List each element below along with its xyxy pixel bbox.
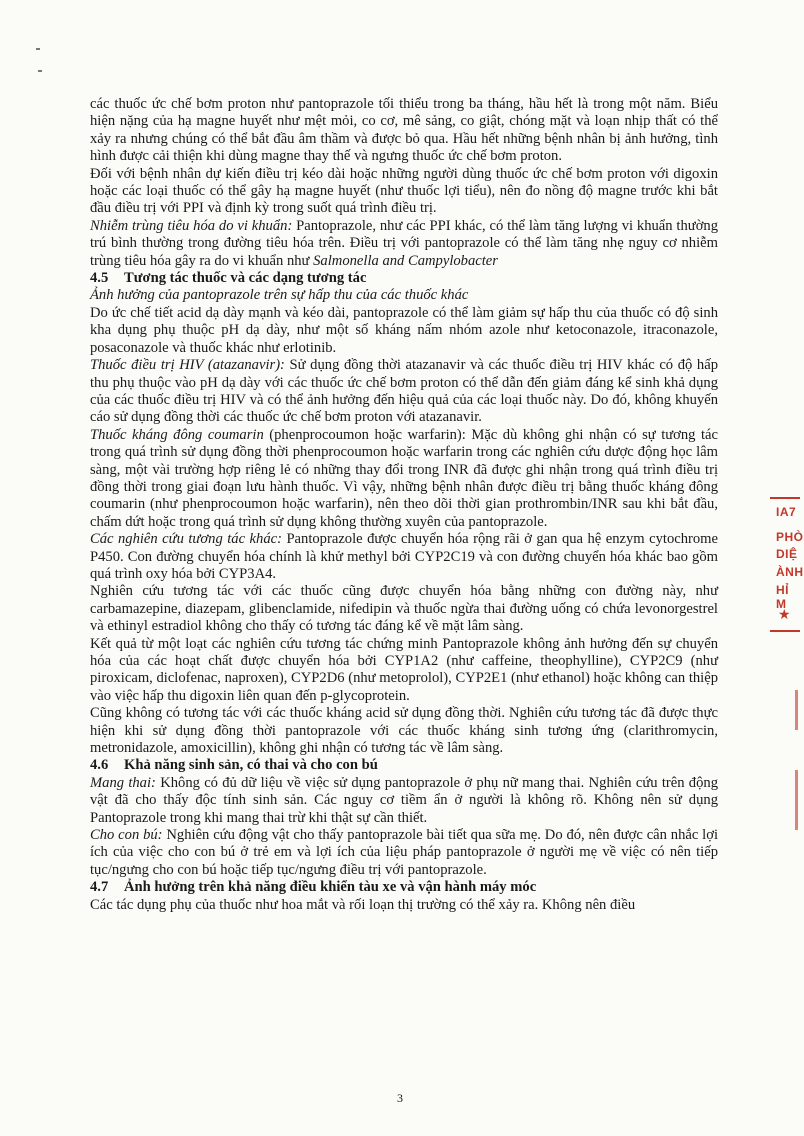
paragraph-lead: Cho con bú: — [90, 827, 163, 844]
paragraph — [90, 357, 718, 427]
paragraph-text: (phenprocoumon hoặc warfarin): Mặc dù không ghi nhận có sự tương tác trong quá trình sử dụng đồng thời phenprocoumon hoặc warfarin trong các nghiên cứu dược động học lâm sàng, một vài trường hợp riêng lẻ có những thay đổi trong INR đã được ghi nhận trong quá trình điều trị đồng thời trong giai đoạn lưu hành thuốc. Vì vậy, những bệnh nhân được điều trị bằng thuốc kháng đông coumarin (như phenprocoumon hoặc warfarin), nên theo dõi thời gian prothrombin/INR sau khi bắt đầu, chấm dứt hoặc trong quá trình sử dụng không thường xuyên của pantoprazole. — [90, 426, 718, 530]
paragraph — [90, 427, 718, 531]
section-title: Khả năng sinh sản, có thai và cho con bú — [124, 757, 378, 774]
scan-edge-mark-2 — [38, 70, 42, 72]
section-number: 4.6 — [90, 757, 109, 774]
stamp-text-4: ÀNH — [776, 565, 804, 579]
stamp-text-1: IA7 — [776, 505, 797, 519]
paragraph: Kết quả từ một loạt các nghiên cứu tương tác chứng minh Pantoprazole không ảnh hưởng đến sự chuyển hóa của các hoạt chất được chuyển hóa bởi CYP1A2 (như caffeine, theophylline), CYP2C9 (như piroxicam, diclofenac, naproxen), CYP2D6 (như metoprolol), CYP2E1 (như ethanol) hoặc không can thiệp vào việc hấp thu digoxin liên quan đến p-glycoprotein. — [90, 635, 718, 704]
stamp-text-5: HỈ M — [776, 583, 789, 611]
stamp-border-bottom — [770, 630, 800, 632]
subsection-heading: Ảnh hưởng của pantoprazole trên sự hấp thu của các thuốc khác — [90, 287, 469, 304]
red-edge-mark-2 — [795, 770, 798, 830]
paragraph: các thuốc ức chế bơm proton như pantoprazole tối thiểu trong ba tháng, hầu hết là trong một năm. Biểu hiện nặng của hạ magne huyết như mệt mỏi, co cơ, mê sảng, co giật, chóng mặt và loạn nhịp thất có thể xảy ra nhưng chúng có thể bắt đầu âm thầm và được bỏ qua. Hầu hết những bệnh nhân bị ảnh hưởng, tình hình được cải thiện khi dùng magne thay thế và ngưng thuốc ức chế bơm proton. — [90, 96, 718, 165]
section-number: 4.7 — [90, 879, 109, 896]
paragraph — [90, 827, 718, 879]
paragraph-lead: Các nghiên cứu tương tác khác: — [90, 531, 282, 548]
paragraph-lead: Thuốc kháng đông coumarin — [90, 426, 264, 443]
paragraph-text: Sử dụng đồng thời atazanavir và các thuốc điều trị HIV khác có độ hấp thu phụ thuộc vào pH dạ dày với các thuốc ức chế bơm proton có thể dẫn đến giảm đáng kể sinh khả dụng của các thuốc điều trị HIV và có thể ảnh hưởng đến hiệu quả của các loại thuốc này. Do đó, không khuyến cáo sử dụng đồng thời các thuốc ức chế bơm proton với atazanavir. — [90, 357, 718, 426]
paragraph: Cũng không có tương tác với các thuốc kháng acid sử dụng đồng thời. Nghiên cứu tương tác đã được thực hiện khi sử dụng đồng thời pantoprazole với các thuốc kháng sinh tương ứng (clarithromycin, metronidazole, amoxicillin), không ghi nhận có tương tác về lâm sàng. — [90, 705, 718, 757]
paragraph — [90, 218, 718, 270]
paragraph-text: Pantoprazole, như các PPI khác, có thể làm tăng lượng vi khuẩn thường trú bình thường trong đường tiêu hóa trên. Điều trị với pantoprazole có thể làm tăng nhẹ nguy cơ nhiễm trùng tiêu hóa gây ra do vi khuẩn như — [90, 217, 719, 269]
paragraph: Nghiên cứu tương tác với các thuốc cũng được chuyển hóa bằng những con đường này, như carbamazepine, diazepam, glibenclamide, nifedipin và thuốc ngừa thai đường uống có chứa levonorgestrel và ethinyl estradiol không cho thấy có tương tác đáng kể về mặt lâm sàng. — [90, 583, 718, 635]
section-number: 4.5 — [90, 270, 109, 287]
paragraph-lead: Mang thai: — [90, 774, 156, 791]
paragraph-text: Nghiên cứu động vật cho thấy pantoprazole bài tiết qua sữa mẹ. Do đó, nên được cân nhắc lợi ích của việc cho con bú ở trẻ em và lợi ích của liệu pháp pantoprazole ở người mẹ về việc có nên tiếp tục/ngưng cho con bú hoặc tiếp tục/ngưng điều trị với pantoprazole. — [90, 827, 718, 878]
stamp-text-3: DIỆ — [776, 547, 798, 561]
section-heading — [90, 879, 718, 896]
paragraph-text: Không có đủ dữ liệu về việc sử dụng pantoprazole ở phụ nữ mang thai. Nghiên cứu trên động vật đã cho thấy độc tính sinh sản. Các nguy cơ tiềm ẩn ở người là không rõ. Không nên sử dụng Pantoprazole trong khi mang thai trừ khi thật sự cần thiết. — [90, 774, 718, 826]
document-body — [90, 96, 718, 914]
paragraph-text: Pantoprazole được chuyển hóa rộng rãi ở gan qua hệ enzym cytochrome P450. Con đường chuyển hóa chính là khử methyl bởi CYP2C19 và con đường chuyển hóa khác bao gồm quá trình oxy hóa bởi CYP3A4. — [90, 531, 719, 582]
paragraph — [90, 775, 718, 827]
paragraph-italic-tail: Salmonella and Campylobacter — [313, 252, 498, 269]
paragraph: Đối với bệnh nhân dự kiến điều trị kéo dài hoặc những người dùng thuốc ức chế bơm proton với digoxin hoặc các loại thuốc có thể gây hạ magne huyết (như thuốc lợi tiểu), nên đo nồng độ magne trước khi bắt đầu điều trị với PPI và định kỳ trong suốt quá trình điều trị. — [90, 165, 718, 217]
section-title: Tương tác thuốc và các dạng tương tác — [124, 270, 367, 287]
red-stamp-fragment — [770, 495, 804, 645]
paragraph-lead: Nhiễm trùng tiêu hóa do vi khuẩn: — [90, 217, 293, 234]
stamp-text-2: PHÒ — [776, 530, 804, 544]
stamp-star-icon: ★ — [778, 608, 791, 623]
paragraph-lead: Thuốc điều trị HIV (atazanavir): — [90, 357, 285, 374]
scan-edge-mark-1 — [36, 48, 40, 50]
page-number: 3 — [397, 1091, 403, 1105]
stamp-border-top — [770, 497, 800, 499]
section-heading — [90, 757, 718, 774]
paragraph — [90, 531, 718, 583]
red-edge-mark-1 — [795, 690, 798, 730]
section-heading — [90, 270, 718, 287]
section-title: Ảnh hưởng trên khả năng điều khiển tàu xe và vận hành máy móc — [124, 879, 537, 896]
paragraph: Do ức chế tiết acid dạ dày mạnh và kéo dài, pantoprazole có thể làm giảm sự hấp thu của thuốc có độ sinh kha dụng phụ thuộc pH dạ dày, như một số kháng nấm nhóm azole như ketoconazole, itraconazole, posaconazole và thuốc khác như erlotinib. — [90, 304, 718, 356]
paragraph: Các tác dụng phụ của thuốc như hoa mắt và rối loạn thị trường có thể xảy ra. Không nên điều — [90, 896, 636, 913]
